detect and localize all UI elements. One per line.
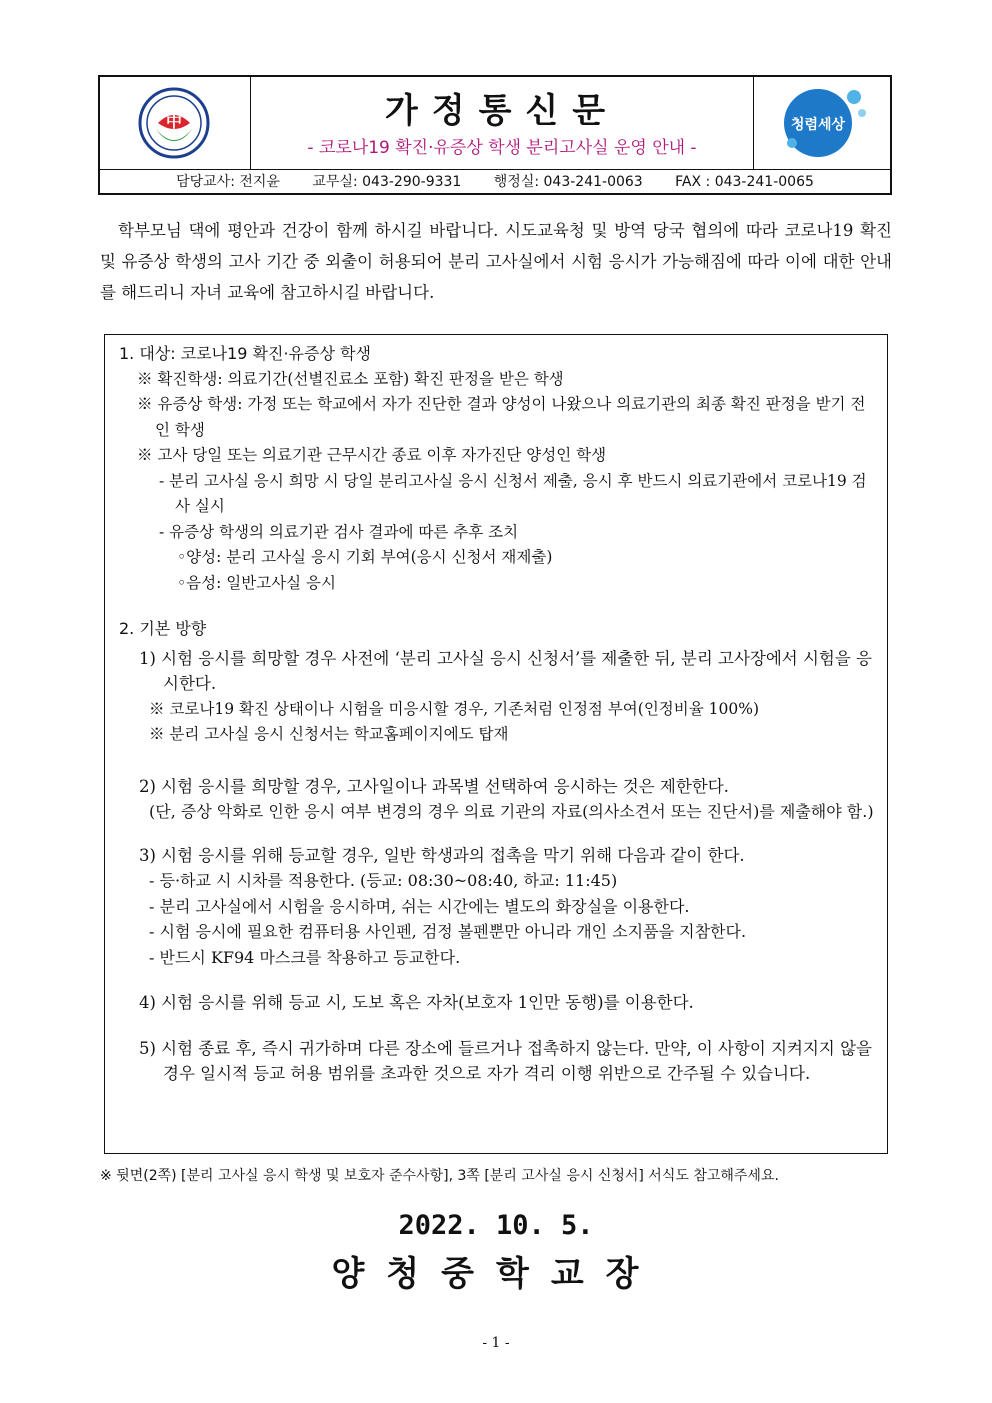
section2-item1-note1: ※ 코로나19 확진 상태이나 시험을 미응시할 경우, 기존처럼 인정점 부여(인정비율 100%) [149, 699, 759, 718]
section1-note-symptomatic: ※ 유증상 학생: 가정 또는 학교에서 자가 진단한 결과 양성이 나왔으나 의료기관의 최종 확진 판정을 받기 전인 학생 [137, 395, 866, 439]
integrity-logo-text: 청렴세상 [790, 117, 846, 133]
section1-note-exam-day: ※ 고사 당일 또는 의료기관 근무시간 종료 이후 자가진단 양성인 학생 [137, 446, 607, 464]
header-top [100, 77, 890, 170]
section2-item5: 5) 시험 종료 후, 즉시 귀가하며 다른 장소에 들르거나 접촉하지 않는다. 만약, 이 사항이 지켜지지 않을 경우 일시적 등교 허용 범위를 초과한 것으로 자가 격리 이행 위반으로 간주될 수 있습니다. [139, 1038, 872, 1083]
footnote: ※ 뒷면(2쪽) [분리 고사실 응시 학생 및 보호자 준수사항], 3쪽 [분리 고사실 응시 신청서] 서식도 참고해주세요. [100, 1168, 779, 1184]
page-number: - 1 - [482, 1335, 510, 1351]
section2-item3: 3) 시험 응시를 위해 등교할 경우, 일반 학생과의 접촉을 막기 위해 다음과 같이 한다. [139, 845, 745, 865]
principal-signature: 양청중학교장 [331, 1254, 661, 1294]
section2-item2-paren: (단, 증상 악화로 인한 응시 여부 변경의 경우 의료 기관의 자료(의사소견서 또는 진단서)를 제출해야 함.) [149, 802, 874, 821]
issue-date: 2022. 10. 5. [398, 1210, 594, 1241]
section2-item3-dash4: - 반드시 KF94 마스크를 착용하고 등교한다. [149, 947, 461, 967]
section1-dash-apply: - 분리 고사실 응시 희망 시 당일 분리고사실 응시 신청서 제출, 응시 후 반드시 의료기관에서 코로나19 검사 실시 [159, 471, 867, 515]
intro-paragraph: 학부모님 댁에 평안과 건강이 함께 하시길 바랍니다. 시도교육청 및 방역 당국 협의에 따라 코로나19 확진 및 유증상 학생의 고사 기간 중 외출이 허용되어 분리 고사실에서 시험 응시가 가능해짐에 따라 이에 대한 안내를 해드리니 자녀 교육에 참고하시길 바랍니다. [100, 221, 892, 302]
section2-heading: 2. 기본 방향 [119, 619, 207, 638]
section2-item3-dash1: - 등·하교 시 시차를 적용한다. (등교: 08:30~08:40, 하교: 11:45) [149, 871, 618, 890]
section1-heading: 1. 대상: 코로나19 확진·유증상 학생 [119, 344, 371, 363]
section2-item3-dash2: - 분리 고사실에서 시험을 응시하며, 쉬는 시간에는 별도의 화장실을 이용한다. [149, 896, 690, 916]
office-contact: 교무실: 043-290-9331 [312, 174, 462, 190]
integrity-emblem-icon [754, 77, 890, 169]
section1-dash-followup: - 유증상 학생의 의료기관 검사 결과에 따른 추후 조치 [159, 522, 519, 541]
section2-item1-note2: ※ 분리 고사실 응시 신청서는 학교홈페이지에도 탑재 [149, 725, 509, 743]
page-subtitle: - 코로나19 확진·유증상 학생 분리고사실 운영 안내 - [307, 138, 697, 158]
section2-item4: 4) 시험 응시를 위해 등교 시, 도보 혹은 자차(보호자 1인만 동행)를 이용한다. [139, 993, 694, 1012]
section2-item1: 1) 시험 응시를 희망할 경우 사전에 ‘분리 고사실 응시 신청서’를 제출한 뒤, 분리 고사장에서 시험을 응시한다. [139, 648, 872, 693]
fax-contact: FAX : 043-241-0065 [675, 174, 814, 190]
teacher-contact: 담당교사: 전지윤 [176, 174, 280, 190]
integrity-logo [753, 77, 890, 169]
title-area [251, 77, 753, 169]
section1-positive: ◦양성: 분리 고사실 응시 기회 부여(응시 신청서 재제출) [177, 548, 553, 566]
content-box [104, 334, 888, 1154]
header-box [98, 75, 892, 195]
school-logo [100, 77, 251, 169]
section2-item2: 2) 시험 응시를 희망할 경우, 고사일이나 과목별 선택하여 응시하는 것은 제한한다. [139, 776, 729, 796]
section1-note-confirmed: ※ 확진학생: 의료기간(선별진료소 포함) 확진 판정을 받은 학생 [137, 369, 564, 388]
school-emblem-icon [100, 77, 250, 169]
contact-row [100, 170, 890, 194]
section2-item3-dash3: - 시험 응시에 필요한 컴퓨터용 사인펜, 검정 볼펜뿐만 아니라 개인 소지품을 지참한다. [149, 922, 747, 941]
logo-mark: 中 [165, 112, 183, 131]
page-title: 가정통신문 [384, 91, 620, 131]
section1-negative: ◦음성: 일반고사실 응시 [177, 573, 336, 592]
admin-contact: 행정실: 043-241-0063 [493, 174, 643, 190]
